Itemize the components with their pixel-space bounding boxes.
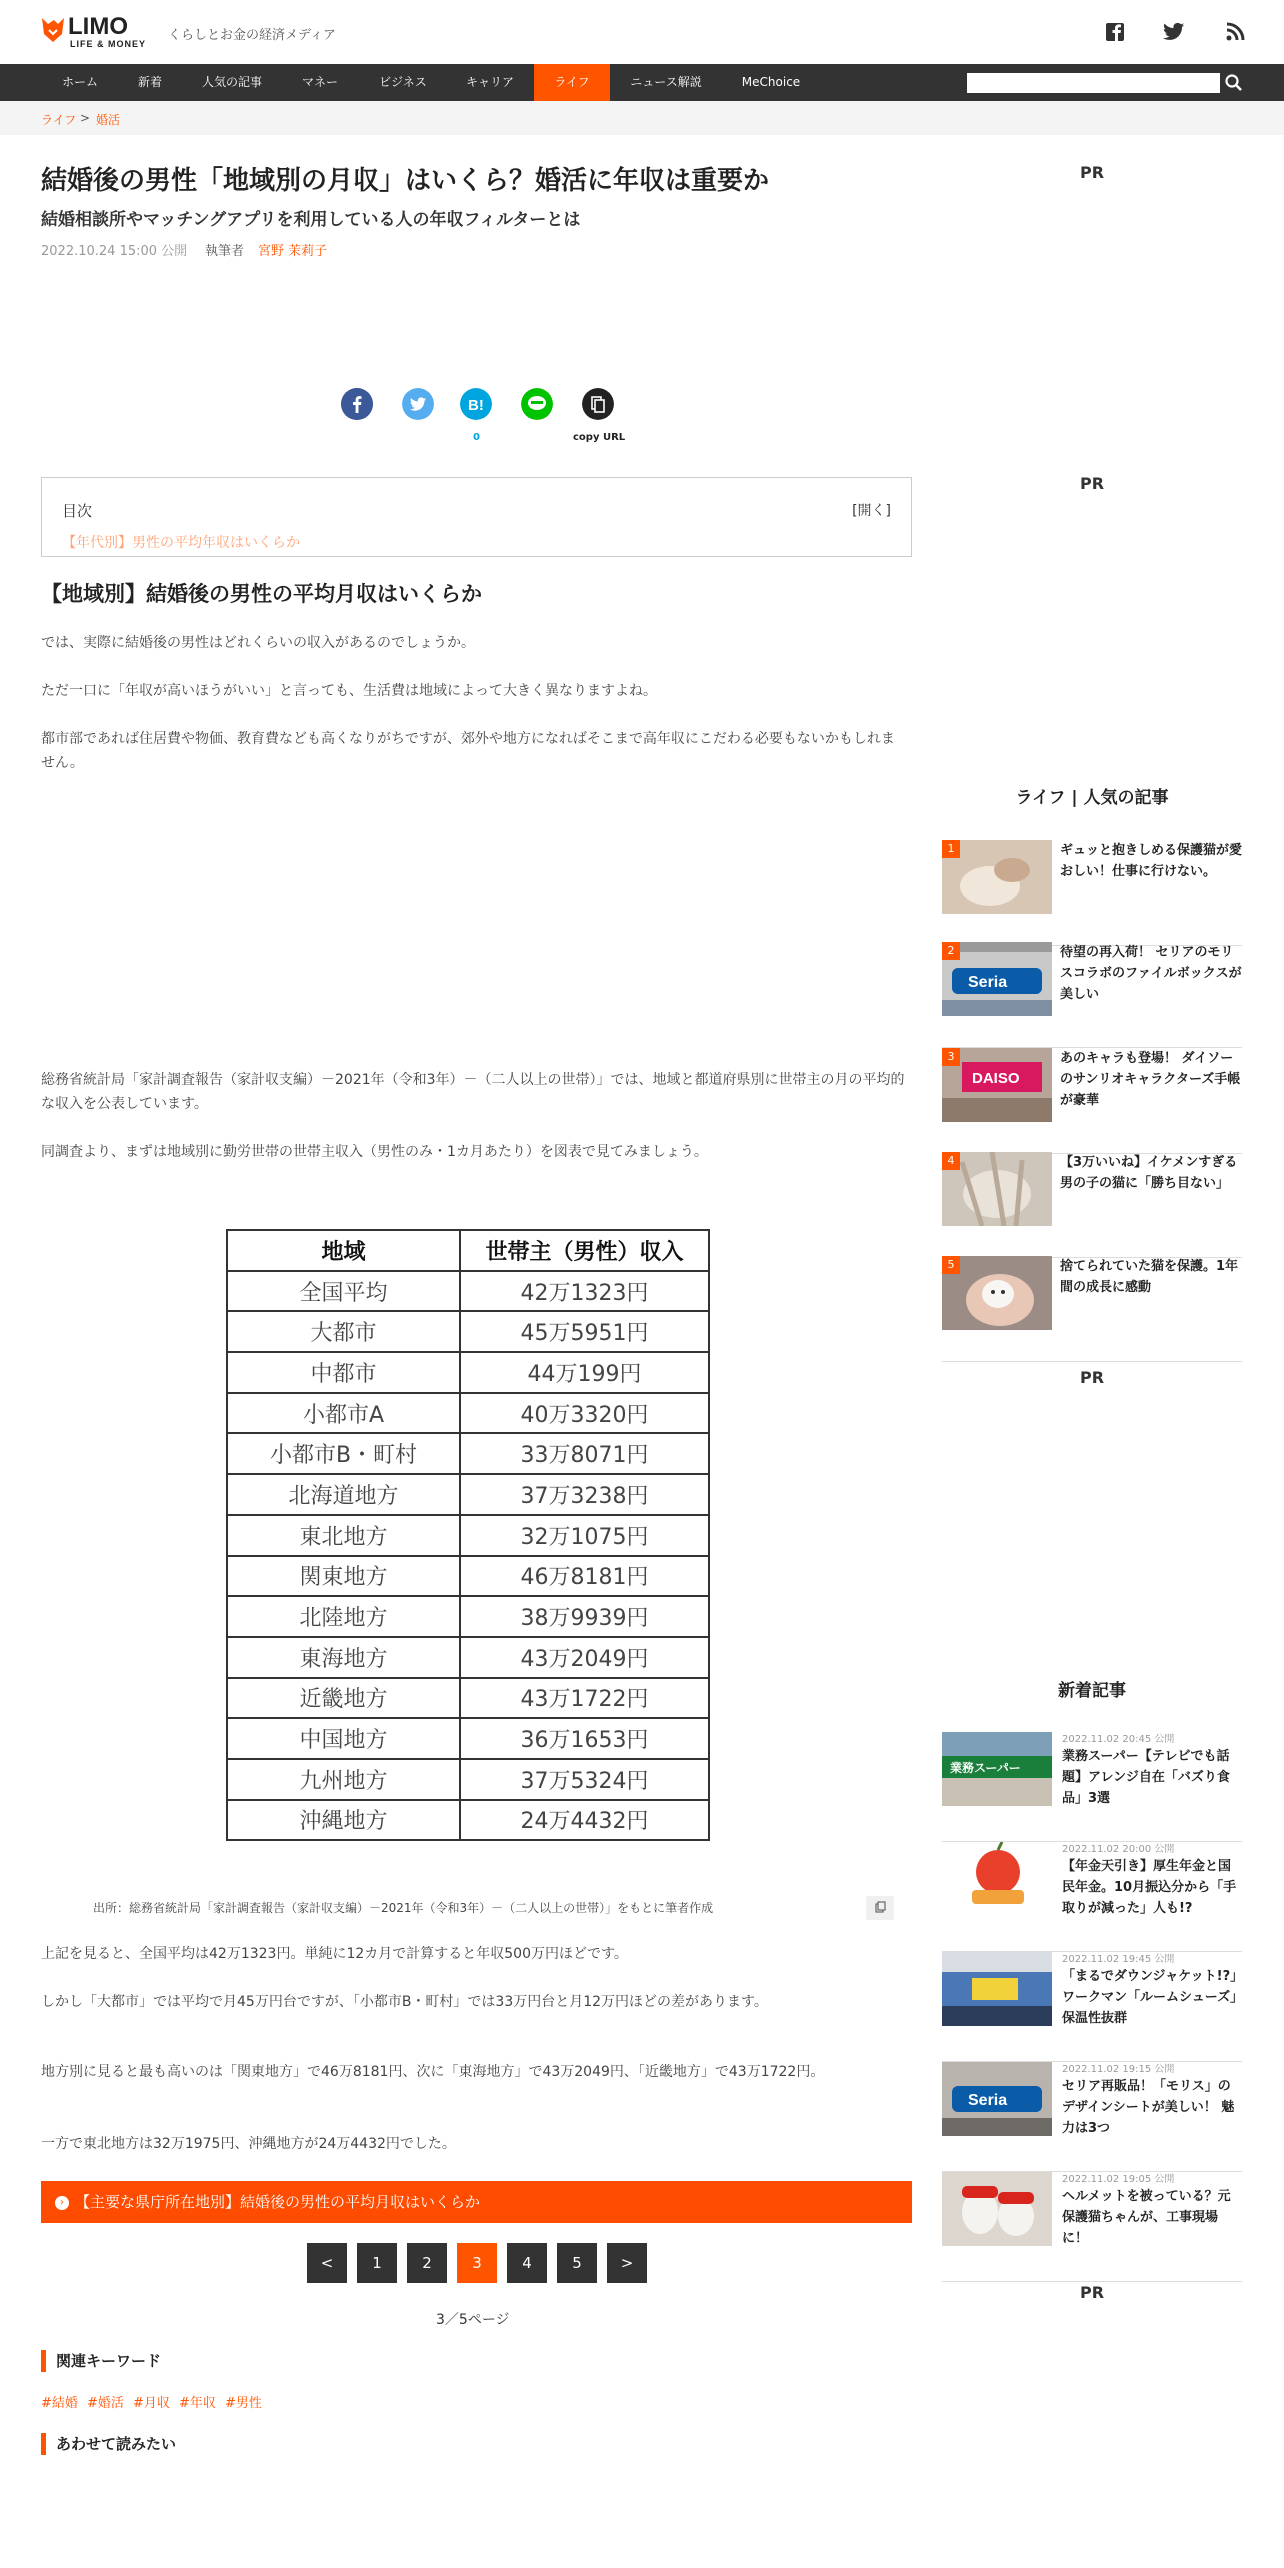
table-row <box>227 1759 709 1800</box>
breadcrumb-konkatsu[interactable]: 婚活 <box>96 113 121 127</box>
hatena-count: 0 <box>473 432 480 443</box>
logo-wordmark: LIMO <box>68 13 128 40</box>
table-row <box>227 1433 709 1474</box>
paragraph-9: 一方で東北地方は32万1975円、沖縄地方が24万4432円でした。 <box>41 2136 456 2152</box>
related-heading: あわせて読みたい <box>41 2433 176 2455</box>
pagination-page-4[interactable]: 4 <box>507 2243 547 2283</box>
paragraph-3: 都市部であれば住居費や物価、教育費なども高くなりがちですが、郊外や地方になればそこまで高年収にこだわる必要もないかもしれません。 <box>41 731 895 771</box>
new-article-thumbnail <box>942 1952 1052 2026</box>
share-hatena-icon[interactable] <box>460 388 492 420</box>
next-section-label: 【主要な県庁所在地別】結婚後の男性の平均月収はいくらか <box>75 2193 481 2211</box>
paragraph-7: しかし「大都市」では平均で月45万円台ですが、「小都市B・町村」では33万円台と月12万円ほどの差があります。 <box>41 1994 768 2010</box>
search-input[interactable] <box>967 73 1220 93</box>
table-cell: 44万199円 <box>460 1352 709 1393</box>
nav-item-home[interactable]: ホーム <box>61 75 98 89</box>
site-tagline: くらしとお金の経済メディア <box>168 28 336 43</box>
arrow-circle-right-icon: › <box>55 2196 69 2210</box>
new-article-item[interactable] <box>942 1842 1242 1952</box>
paragraph-4: 総務省統計局「家計調査報告（家計収支編）－2021年（令和3年）－（二人以上の世帯）」では、地域と都道府県別に世帯主の月の平均的な収入を公表しています。 <box>41 1072 905 1112</box>
new-article-item[interactable] <box>942 1732 1242 1842</box>
new-article-thumbnail <box>942 2172 1052 2246</box>
new-article-date: 2022.11.02 20:00 公開 <box>1062 1844 1175 1855</box>
breadcrumb <box>0 101 1284 135</box>
table-cell: 42万1323円 <box>460 1271 709 1312</box>
pagination-prev[interactable]: < <box>307 2243 347 2283</box>
rank-badge: 3 <box>942 1048 960 1066</box>
pagination-page-1[interactable]: 1 <box>357 2243 397 2283</box>
keyword-tag[interactable]: #年収 <box>179 2396 216 2411</box>
popular-title: あのキャラも登場！ ダイソーのサンリオキャラクターズ手帳が豪華 <box>1060 1051 1241 1108</box>
nav-item-new[interactable]: 新着 <box>137 75 162 89</box>
table-cell: 40万3320円 <box>460 1393 709 1434</box>
breadcrumb-life[interactable]: ライフ <box>41 113 77 127</box>
table-row <box>227 1352 709 1393</box>
table-cell: 北陸地方 <box>227 1596 460 1637</box>
table-cell: 関東地方 <box>227 1556 460 1597</box>
table-row <box>227 1474 709 1515</box>
popular-title: ギュッと抱きしめる保護猫が愛おしい！仕事に行けない。 <box>1060 843 1243 879</box>
pagination-next[interactable]: > <box>607 2243 647 2283</box>
table-cell: 北海道地方 <box>227 1474 460 1515</box>
keyword-tag[interactable]: #婚活 <box>87 2396 124 2411</box>
paragraph-6: 上記を見ると、全国平均は42万1323円。単純に12カ月で計算すると年収500万円ほどです。 <box>41 1946 628 1962</box>
toc-item[interactable]: 【年代別】男性の平均年収はいくらか <box>62 535 300 551</box>
table-cell: 小都市A <box>227 1393 460 1434</box>
table-cell: 全国平均 <box>227 1271 460 1312</box>
table-cell: 46万8181円 <box>460 1556 709 1597</box>
pr-label: PR <box>1080 2283 1105 2302</box>
new-article-date: 2022.11.02 19:45 公開 <box>1062 1954 1175 1965</box>
keywords-heading: 関連キーワード <box>41 2350 161 2372</box>
site-logo[interactable] <box>40 12 150 52</box>
new-article-title: セリア再販品！「モリス」のデザインシートが美しい！ 魅力は3つ <box>1062 2079 1235 2136</box>
popular-title: 捨てられていた猫を保護。1年間の成長に感動 <box>1060 1259 1239 1295</box>
table-cell: 中都市 <box>227 1352 460 1393</box>
svg-text:DAISO: DAISO <box>972 1070 1020 1087</box>
paragraph-2: ただ一口に「年収が高いほうがいい」と言っても、生活費は地域によって大きく異なりますよね。 <box>41 683 657 699</box>
table-cell: 37万5324円 <box>460 1759 709 1800</box>
copy-icon[interactable] <box>866 1896 894 1920</box>
paragraph-5: 同調査より、まずは地域別に勤労世帯の世帯主収入（男性のみ・1カ月あたり）を図表で見てみましょう。 <box>41 1144 708 1160</box>
next-section-link[interactable] <box>41 2181 912 2223</box>
source-caption: 出所：総務省統計局「家計調査報告（家計収支編）－2021年（令和3年）－（二人以上の世帯）」をもとに筆者作成 <box>93 1901 714 1915</box>
page-title: 結婚後の男性「地域別の月収」はいくら？婚活に年収は重要か <box>41 166 770 196</box>
table-cell: 大都市 <box>227 1311 460 1352</box>
table-row <box>227 1637 709 1678</box>
nav-item-career[interactable]: キャリア <box>465 75 514 89</box>
popular-item[interactable] <box>942 942 1242 1048</box>
table-cell: 近畿地方 <box>227 1678 460 1719</box>
popular-title: 待望の再入荷！ セリアのモリスコラボのファイルボックスが美しい <box>1060 945 1242 1002</box>
table-row <box>227 1271 709 1312</box>
new-article-item[interactable] <box>942 1952 1242 2062</box>
table-header-income: 世帯主（男性）収入 <box>460 1230 709 1271</box>
svg-text:業務スーパー: 業務スーパー <box>950 1761 1021 1775</box>
popular-item[interactable] <box>942 840 1242 946</box>
income-table <box>226 1229 710 1841</box>
new-article-item[interactable] <box>942 2172 1242 2282</box>
toc-open-button[interactable]: [開く] <box>852 503 891 519</box>
search-icon[interactable] <box>1224 73 1244 93</box>
twitter-icon[interactable] <box>1163 22 1185 42</box>
svg-text:Seria: Seria <box>968 974 1008 991</box>
nav-item-news[interactable]: ニュース解説 <box>630 75 702 89</box>
popular-heading: ライフ | 人気の記事 <box>1015 788 1169 808</box>
table-cell: 43万1722円 <box>460 1678 709 1719</box>
pagination-page-3[interactable]: 3 <box>457 2243 497 2283</box>
table-cell: 小都市B・町村 <box>227 1433 460 1474</box>
new-article-item[interactable] <box>942 2062 1242 2172</box>
new-article-thumbnail <box>942 1732 1052 1806</box>
table-cell: 45万5951円 <box>460 1311 709 1352</box>
new-article-date: 2022.11.02 19:15 公開 <box>1062 2064 1175 2075</box>
table-cell: 中国地方 <box>227 1718 460 1759</box>
table-header-row <box>227 1230 709 1271</box>
site-header <box>0 0 1284 64</box>
table-cell: 38万9939円 <box>460 1596 709 1637</box>
table-cell: 43万2049円 <box>460 1637 709 1678</box>
keyword-tag[interactable]: #男性 <box>225 2396 262 2411</box>
table-row <box>227 1596 709 1637</box>
keyword-tag[interactable]: #結婚 <box>41 2396 78 2411</box>
table-row <box>227 1678 709 1719</box>
new-article-title: 【年金天引き】厚生年金と国民年金。10月振込分から「手取りが減った」人も!? <box>1062 1859 1237 1916</box>
new-article-title: 業務スーパー【テレビでも話題】アレンジ自在「バズり食品」3選 <box>1062 1749 1230 1806</box>
author-link[interactable]: 宮野 茉莉子 <box>258 244 328 259</box>
table-cell: 九州地方 <box>227 1759 460 1800</box>
page-subtitle: 結婚相談所やマッチングアプリを利用している人の年収フィルターとは <box>41 210 581 230</box>
table-row <box>227 1311 709 1352</box>
new-article-title: 「まるでダウンジャケット!?」ワークマン「ルームシューズ」保温性抜群 <box>1062 1969 1237 2026</box>
main-nav <box>0 64 1284 101</box>
rank-badge: 2 <box>942 942 960 960</box>
new-articles-heading: 新着記事 <box>1058 1681 1126 1701</box>
share-line-icon[interactable] <box>521 388 553 420</box>
section-heading: 【地域別】結婚後の男性の平均月収はいくらか <box>41 582 482 606</box>
table-row <box>227 1718 709 1759</box>
table-row <box>227 1393 709 1434</box>
pr-label: PR <box>1080 474 1105 493</box>
table-header-region: 地域 <box>227 1230 460 1271</box>
share-copy-icon[interactable] <box>582 388 614 420</box>
pr-label: PR <box>1080 163 1105 182</box>
nav-item-popular[interactable]: 人気の記事 <box>201 75 262 89</box>
pagination-page-5[interactable]: 5 <box>557 2243 597 2283</box>
breadcrumb-separator: > <box>80 111 91 125</box>
page-count: 3／5ページ <box>436 2312 510 2328</box>
rank-badge: 5 <box>942 1256 960 1274</box>
paragraph-1: では、実際に結婚後の男性はどれくらいの収入があるのでしょうか。 <box>41 635 475 651</box>
new-article-thumbnail <box>942 2062 1052 2136</box>
fox-logo-icon <box>40 14 66 44</box>
svg-text:B!: B! <box>468 397 484 414</box>
popular-title: 【3万いいね】イケメンすぎる男の子の猫に「勝ち目ない」 <box>1060 1155 1238 1191</box>
copy-url-label: copy URL <box>573 432 626 443</box>
new-article-date: 2022.11.02 19:05 公開 <box>1062 2174 1175 2185</box>
nav-item-mechoice[interactable]: MeChoice <box>741 75 801 89</box>
table-cell: 東海地方 <box>227 1637 460 1678</box>
publish-date: 2022.10.24 15:00 公開 <box>41 244 188 259</box>
table-row <box>227 1800 709 1841</box>
table-row <box>227 1515 709 1556</box>
nav-item-business[interactable]: ビジネス <box>379 75 427 89</box>
rank-badge: 4 <box>942 1152 960 1170</box>
nav-item-life[interactable]: ライフ <box>534 64 610 101</box>
share-twitter-icon[interactable] <box>402 388 434 420</box>
share-facebook-icon[interactable] <box>341 388 373 420</box>
rss-icon[interactable] <box>1224 22 1246 42</box>
new-article-date: 2022.11.02 20:45 公開 <box>1062 1734 1175 1745</box>
table-cell: 32万1075円 <box>460 1515 709 1556</box>
table-of-contents <box>41 477 912 557</box>
table-cell: 33万8071円 <box>460 1433 709 1474</box>
pagination-page-2[interactable]: 2 <box>407 2243 447 2283</box>
svg-text:Seria: Seria <box>968 2092 1008 2109</box>
table-cell: 24万4432円 <box>460 1800 709 1841</box>
table-cell: 37万3238円 <box>460 1474 709 1515</box>
toc-label: 目次 <box>62 502 93 520</box>
table-cell: 沖縄地方 <box>227 1800 460 1841</box>
facebook-icon[interactable] <box>1104 22 1126 42</box>
table-cell: 36万1653円 <box>460 1718 709 1759</box>
popular-item[interactable] <box>942 1152 1242 1258</box>
table-cell: 東北地方 <box>227 1515 460 1556</box>
popular-item[interactable] <box>942 1256 1242 1362</box>
new-article-title: ヘルメットを被っている？元保護猫ちゃんが、工事現場に！ <box>1062 2189 1231 2246</box>
table-row <box>227 1556 709 1597</box>
popular-item[interactable] <box>942 1048 1242 1154</box>
keyword-tag[interactable]: #月収 <box>133 2396 170 2411</box>
nav-item-money[interactable]: マネー <box>301 75 338 89</box>
logo-subtitle: LIFE & MONEY <box>70 39 147 49</box>
new-article-thumbnail <box>942 1842 1052 1916</box>
rank-badge: 1 <box>942 840 960 858</box>
author-label: 執筆者 <box>205 244 245 259</box>
pr-label: PR <box>1080 1368 1105 1387</box>
paragraph-8: 地方別に見ると最も高いのは「関東地方」で46万8181円、次に「東海地方」で43万2049円、「近畿地方」で43万1722円。 <box>41 2064 825 2080</box>
